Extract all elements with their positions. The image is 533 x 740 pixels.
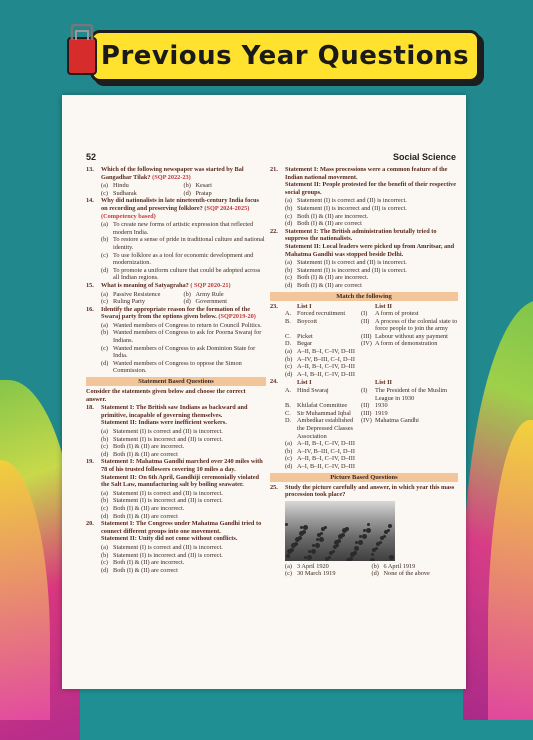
option-item[interactable] bbox=[101, 182, 184, 190]
question-source-tag: (SQP 2022-23) bbox=[150, 173, 191, 181]
crowd-figure bbox=[366, 528, 371, 533]
question-text: Statement I: The British administration brutally tried to suppress the nationalists. bbox=[285, 227, 437, 243]
option-letter: (d) bbox=[101, 450, 109, 458]
option-letter: (d) bbox=[183, 298, 191, 306]
question-source-tag: (SQP2019-20) bbox=[216, 313, 256, 321]
match-value: Mahatma Gandhi bbox=[375, 417, 419, 425]
option-text: Army Rule bbox=[195, 290, 224, 298]
option-item[interactable] bbox=[101, 505, 266, 513]
question-statement-2: Statement II: People protested for the benefit of their respective social groups. bbox=[285, 181, 457, 196]
option-text: Pratap bbox=[195, 189, 212, 197]
page-number: 52 bbox=[86, 152, 97, 162]
option-item[interactable] bbox=[372, 570, 459, 578]
procession-photo bbox=[285, 501, 395, 561]
option-letter: (c) bbox=[101, 344, 108, 352]
option-text: Government bbox=[195, 298, 227, 306]
option-letter: (a) bbox=[101, 321, 108, 329]
option-item[interactable] bbox=[101, 360, 266, 375]
option-item[interactable] bbox=[101, 513, 266, 521]
option-item[interactable] bbox=[101, 443, 266, 451]
option-item[interactable] bbox=[285, 348, 458, 356]
option-item[interactable] bbox=[285, 563, 372, 571]
option-letter: (b) bbox=[101, 329, 109, 337]
list-2-header: List II bbox=[375, 379, 392, 387]
match-item: Picket bbox=[297, 332, 313, 340]
question-block bbox=[86, 197, 266, 220]
crowd-figure bbox=[358, 540, 363, 545]
crowd-figure bbox=[367, 523, 370, 526]
option-letter: (a) bbox=[285, 440, 292, 448]
option-item[interactable] bbox=[101, 559, 266, 567]
option-item[interactable] bbox=[101, 291, 184, 299]
option-item[interactable] bbox=[101, 190, 184, 198]
options-list bbox=[86, 291, 266, 306]
question-text: Which of the following newspaper was started by Bal Gangadhar Tilak? bbox=[101, 166, 244, 181]
question-number: 24. bbox=[270, 378, 278, 386]
question-block bbox=[270, 484, 458, 499]
crowd-figure bbox=[388, 524, 392, 528]
option-text: A–IV, B–III, C–I, D–II bbox=[297, 447, 355, 455]
question-number: 23. bbox=[270, 302, 278, 310]
title-banner bbox=[90, 30, 480, 82]
options-list bbox=[86, 428, 266, 458]
option-text: A–I, B–II, C–IV, D–III bbox=[297, 370, 355, 378]
right-column bbox=[270, 166, 458, 578]
option-item[interactable] bbox=[101, 544, 266, 552]
list-1-header: List I bbox=[297, 302, 312, 310]
match-roman: (II) bbox=[361, 402, 370, 410]
question-block bbox=[86, 520, 266, 543]
question-block bbox=[86, 166, 266, 181]
option-letter: (d) bbox=[285, 220, 293, 228]
match-value: A process of the colonial state to force people to join the army bbox=[375, 317, 458, 333]
banner-title: Previous Year Questions bbox=[100, 41, 470, 71]
question-number: 22. bbox=[270, 227, 278, 235]
list-2-header: List II bbox=[375, 302, 392, 310]
option-letter: (b) bbox=[371, 562, 379, 570]
crowd-figure bbox=[299, 531, 304, 536]
option-letter: (c) bbox=[101, 251, 108, 259]
option-letter: (b) bbox=[285, 355, 293, 363]
match-value: Labour without any payment bbox=[375, 332, 448, 340]
option-text: Statement (I) is incorrect and (II) is correct. bbox=[297, 266, 407, 274]
question-number: 18. bbox=[86, 404, 94, 412]
option-item[interactable] bbox=[101, 298, 184, 306]
section-intro: Consider the statements given below and choose the correct answer. bbox=[86, 388, 246, 403]
option-letter: (a) bbox=[101, 428, 108, 435]
option-letter: (d) bbox=[285, 462, 293, 470]
option-item[interactable] bbox=[101, 436, 266, 444]
option-text: Both (I) & (II) are incorrect. bbox=[113, 559, 185, 567]
match-blank bbox=[361, 303, 375, 311]
option-text: Statement (I) is correct and (II) is incorrect. bbox=[113, 543, 223, 551]
question-number: 21. bbox=[270, 166, 278, 173]
option-text: Sudharak bbox=[113, 189, 137, 197]
option-item[interactable] bbox=[101, 497, 266, 505]
option-text: A–II, B–I, C–IV, D–III bbox=[297, 363, 355, 371]
match-roman: (III) bbox=[361, 409, 372, 417]
crowd-figure bbox=[312, 544, 315, 547]
option-letter: (a) bbox=[285, 348, 292, 356]
option-text: Statement (I) is incorrect and (II) is correct. bbox=[113, 551, 223, 559]
crowd-figure bbox=[307, 555, 312, 560]
option-letter: (c) bbox=[101, 298, 108, 306]
option-item[interactable] bbox=[285, 197, 458, 205]
section-header: Match the following bbox=[270, 292, 458, 301]
option-text: None of the above bbox=[383, 570, 430, 578]
match-value: A form of protest bbox=[375, 310, 419, 318]
crowd-figure bbox=[315, 543, 320, 548]
option-letter: (a) bbox=[285, 562, 292, 570]
crowd-figure bbox=[304, 556, 307, 559]
option-text: A–I, B–II, C–IV, D–III bbox=[297, 462, 355, 470]
option-item[interactable] bbox=[184, 190, 267, 198]
crowd-figure bbox=[362, 534, 367, 539]
match-roman: (IV) bbox=[361, 417, 372, 425]
option-letter: (d) bbox=[285, 370, 293, 378]
option-text: To promote a uniform culture that could be adopted across all Indian regions. bbox=[113, 266, 261, 282]
crowd-figure bbox=[354, 546, 359, 551]
crowd-figure bbox=[355, 541, 358, 544]
option-text: 3 April 1920 bbox=[297, 562, 329, 570]
match-blank bbox=[361, 379, 375, 387]
crowd-figure bbox=[334, 540, 339, 545]
option-letter: (a) bbox=[101, 290, 108, 298]
option-item[interactable] bbox=[101, 345, 266, 360]
option-letter: (d) bbox=[285, 281, 293, 289]
option-item[interactable] bbox=[101, 490, 266, 498]
option-item[interactable] bbox=[184, 298, 267, 306]
subject-label: Social Science bbox=[392, 152, 456, 162]
question-block bbox=[86, 306, 266, 321]
match-value: 1930 bbox=[375, 402, 388, 410]
question-number: 19. bbox=[86, 458, 94, 466]
question-number: 15. bbox=[86, 281, 94, 289]
crowd-figure bbox=[376, 542, 380, 546]
option-text: Both (I) & (II) are correct bbox=[297, 220, 362, 228]
option-letter: (c) bbox=[101, 189, 108, 197]
option-text: Passive Resistence bbox=[113, 290, 161, 298]
option-letter: (b) bbox=[101, 236, 109, 244]
list-1-header: List I bbox=[297, 379, 312, 387]
options-list bbox=[86, 322, 266, 375]
option-item[interactable] bbox=[285, 205, 458, 213]
question-block bbox=[86, 404, 266, 427]
option-letter: (b) bbox=[101, 497, 109, 505]
options-list bbox=[86, 221, 266, 282]
match-roman: (II) bbox=[361, 317, 370, 325]
crowd-figure bbox=[311, 549, 316, 554]
options-list bbox=[270, 348, 458, 378]
crowd-figure bbox=[359, 535, 362, 538]
option-text: A–II, B–I, C–IV, D–III bbox=[297, 440, 355, 448]
match-key: C. bbox=[285, 409, 291, 417]
match-roman: (I) bbox=[361, 310, 368, 318]
option-letter: (d) bbox=[101, 359, 109, 367]
option-text: Statement (I) is correct and (II) is incorrect. bbox=[297, 197, 407, 205]
question-number: 20. bbox=[86, 520, 94, 528]
match-key: D. bbox=[285, 417, 292, 425]
option-text: Wanted members of Congress to return to Council Politics. bbox=[113, 321, 262, 329]
option-text: Both (I) & (II) are incorrect. bbox=[297, 212, 369, 220]
match-key: C. bbox=[285, 332, 291, 340]
match-key: B. bbox=[285, 402, 291, 410]
option-text: Statement (I) is correct and (II) is incorrect. bbox=[297, 259, 407, 267]
option-letter: (d) bbox=[371, 570, 379, 578]
option-text: Statement (I) is incorrect and (II) is correct. bbox=[113, 435, 223, 443]
option-text: Wanted members of Congress to oppose the Simon Commission. bbox=[113, 359, 242, 375]
option-text: Hindu bbox=[113, 182, 129, 190]
option-item[interactable] bbox=[101, 221, 266, 236]
option-text: Statement (I) is incorrect and (II) is correct. bbox=[113, 497, 223, 505]
option-letter: (d) bbox=[183, 189, 191, 197]
options-list bbox=[86, 490, 266, 520]
option-text: To create new forms of artistic expression that reflected modern India. bbox=[113, 221, 254, 236]
match-roman: (I) bbox=[361, 387, 368, 395]
question-text: Identify the appropriate reason for the formation of the Swaraj party from the options given below. bbox=[101, 305, 251, 321]
crowd-figure bbox=[380, 536, 384, 540]
option-item[interactable] bbox=[285, 267, 458, 275]
option-letter: (c) bbox=[285, 274, 292, 282]
crowd-figure bbox=[389, 555, 394, 560]
crowd-figure bbox=[316, 538, 319, 541]
option-item[interactable] bbox=[184, 291, 267, 299]
option-letter: (b) bbox=[285, 447, 293, 455]
option-item[interactable] bbox=[184, 182, 267, 190]
crowd-figure bbox=[303, 525, 308, 530]
question-block bbox=[86, 458, 266, 488]
question-statement-2: Statement II: On 6th April, Gandhiji ceremonially violated the Salt Law, manufacturing salt by boiling seawater. bbox=[101, 473, 260, 489]
option-text: 30 March 1919 bbox=[297, 570, 336, 578]
option-item[interactable] bbox=[285, 463, 458, 471]
match-item: Begar bbox=[297, 340, 313, 348]
crowd-figure bbox=[295, 537, 300, 542]
crowd-figure bbox=[285, 523, 288, 526]
match-key: A. bbox=[285, 310, 292, 318]
option-letter: (a) bbox=[285, 259, 292, 267]
question-text: Statement I: The Congress under Mahatma Gandhi tried to connect different groups into one movement. bbox=[101, 520, 262, 535]
crowd-figure bbox=[371, 553, 374, 556]
match-roman: (IV) bbox=[361, 340, 372, 348]
match-key: B. bbox=[285, 317, 291, 325]
question-number: 13. bbox=[86, 166, 94, 173]
question-number: 16. bbox=[86, 305, 94, 313]
option-letter: (b) bbox=[101, 435, 109, 443]
crowd-figure bbox=[287, 549, 292, 554]
option-item[interactable] bbox=[285, 259, 458, 267]
option-text: Both (I) & (II) are incorrect. bbox=[113, 504, 185, 512]
question-block bbox=[270, 166, 458, 196]
option-text: A–II, B–I, C–IV, D–III bbox=[297, 348, 355, 356]
option-item[interactable] bbox=[285, 371, 458, 379]
option-item[interactable] bbox=[101, 267, 266, 282]
option-text: Statement (I) is incorrect and (II) is correct. bbox=[297, 204, 407, 212]
match-blank bbox=[285, 303, 297, 311]
option-item[interactable] bbox=[285, 282, 458, 290]
option-item[interactable] bbox=[101, 252, 266, 267]
option-text: Statement (I) is correct and (II) is incorrect. bbox=[113, 489, 223, 497]
option-text: Statement (I) is correct and (II) is incorrect. bbox=[113, 428, 223, 435]
binder-clip-icon bbox=[62, 24, 102, 76]
option-item[interactable] bbox=[285, 213, 458, 221]
option-letter: (a) bbox=[101, 182, 108, 190]
question-number: 14. bbox=[86, 197, 94, 205]
option-letter: (b) bbox=[101, 551, 109, 559]
option-letter: (b) bbox=[285, 266, 293, 274]
options-list bbox=[270, 197, 458, 227]
match-item: Khilafat Committee bbox=[297, 402, 348, 410]
match-item: Sir Muhammad Iqbal bbox=[297, 409, 351, 417]
crowd-figure bbox=[325, 557, 329, 561]
match-value: The President of the Muslim League in 1930 bbox=[375, 387, 448, 402]
option-item[interactable] bbox=[101, 567, 266, 575]
option-letter: (c) bbox=[101, 559, 108, 567]
option-item[interactable] bbox=[285, 570, 372, 578]
question-text: What is meaning of Satyagraha? bbox=[101, 281, 189, 289]
question-text: Statement I: Mahatma Gandhi marched over 240 miles with 78 of his trusted followers covering 10 miles a day. bbox=[101, 458, 263, 473]
question-block bbox=[270, 228, 458, 258]
match-key: D. bbox=[285, 340, 292, 348]
option-item[interactable] bbox=[285, 274, 458, 282]
options-list bbox=[270, 563, 458, 578]
match-value: A form of demonstration bbox=[375, 340, 438, 348]
option-letter: (d) bbox=[101, 566, 109, 574]
crowd-figure bbox=[286, 554, 290, 558]
question-statement-2: Statement II: Indians were inefficient workers. bbox=[101, 419, 227, 427]
match-value: 1919 bbox=[375, 409, 388, 417]
option-letter: (a) bbox=[101, 489, 108, 497]
option-letter: (c) bbox=[101, 443, 108, 451]
option-text: 6 April 1919 bbox=[383, 562, 416, 570]
crowd-figure bbox=[342, 528, 347, 533]
option-item[interactable] bbox=[101, 236, 266, 251]
crowd-figure bbox=[370, 558, 375, 561]
match-table bbox=[270, 303, 458, 349]
option-text: A–IV, B–III, C–I, D–II bbox=[297, 355, 355, 363]
option-letter: (c) bbox=[101, 504, 108, 512]
match-roman: (III) bbox=[361, 332, 372, 340]
question-source-tag: ( SQP 2020-21) bbox=[188, 281, 231, 289]
match-item: Hind Swaraj bbox=[297, 387, 329, 395]
question-text: Statement I: The British saw Indians as backward and primitive, incapable of governing themselves. bbox=[101, 404, 248, 419]
options-list bbox=[86, 544, 266, 574]
option-letter: (c) bbox=[285, 570, 292, 578]
option-letter: (b) bbox=[183, 290, 191, 298]
option-item[interactable] bbox=[101, 428, 266, 436]
option-text: Wanted members of Congress to ask Dominion State for India. bbox=[113, 344, 256, 360]
option-letter: (c) bbox=[285, 455, 292, 463]
crowd-figure bbox=[300, 526, 303, 529]
section-header: Picture Based Questions bbox=[270, 473, 458, 482]
crowd-figure bbox=[384, 530, 388, 534]
crowd-figure bbox=[321, 527, 325, 531]
options-list bbox=[270, 440, 458, 470]
option-text: A–II, B–I, C–IV, D–III bbox=[297, 455, 355, 463]
option-letter: (b) bbox=[183, 182, 191, 190]
option-text: Both (I) & (II) are incorrect. bbox=[113, 443, 185, 451]
match-item: Ambedkar established the Depressed Classes Association bbox=[297, 417, 354, 440]
crowd-figure bbox=[363, 529, 366, 532]
option-item[interactable] bbox=[372, 563, 459, 571]
option-text: Wanted members of Congress to ask for Poorna Swaraj for Indians. bbox=[113, 329, 262, 345]
option-text: Both (I) & (II) are correct bbox=[113, 450, 178, 458]
question-source-tag: (SQP 2024-2025) (Competency based) bbox=[101, 204, 250, 220]
left-column bbox=[86, 166, 266, 574]
match-key: A. bbox=[285, 387, 292, 395]
option-letter: (c) bbox=[285, 363, 292, 371]
option-item[interactable] bbox=[285, 356, 458, 364]
option-text: To restore a sense of pride in traditional culture and national identity. bbox=[113, 236, 265, 251]
option-item[interactable] bbox=[285, 448, 458, 456]
question-text: Statement I: Mass processions were a common feature of the Indian national movement. bbox=[285, 166, 448, 181]
crowd-figure bbox=[346, 558, 351, 561]
match-item: Boycott bbox=[297, 317, 317, 325]
match-table bbox=[270, 379, 458, 440]
option-item[interactable] bbox=[285, 220, 458, 228]
option-text: Both (I) & (II) are correct bbox=[113, 566, 178, 574]
option-item[interactable] bbox=[101, 451, 266, 459]
section-header: Statement Based Questions bbox=[86, 377, 266, 386]
option-letter: (d) bbox=[101, 512, 109, 520]
options-list bbox=[86, 182, 266, 197]
option-text: To use folklore as a tool for economic development and modernization. bbox=[113, 251, 254, 267]
crowd-figure bbox=[329, 551, 333, 555]
option-item[interactable] bbox=[101, 329, 266, 344]
crowd-figure bbox=[333, 545, 337, 549]
match-item: Forced recruitment bbox=[297, 310, 346, 318]
textbook-page bbox=[62, 95, 466, 689]
option-letter: (c) bbox=[285, 212, 292, 220]
crowd-figure bbox=[317, 533, 321, 537]
option-text: Ruling Party bbox=[113, 298, 146, 306]
question-text: Study the picture carefully and answer, in which year this mass procession took place? bbox=[285, 483, 455, 499]
crowd-figure bbox=[308, 550, 311, 553]
option-text: Kesari bbox=[195, 182, 212, 190]
option-letter: (d) bbox=[101, 266, 109, 274]
option-item[interactable] bbox=[101, 322, 266, 330]
question-statement-2: Statement II: Unity did not come without conflicts. bbox=[101, 535, 238, 543]
option-item[interactable] bbox=[101, 552, 266, 560]
option-item[interactable] bbox=[285, 363, 458, 371]
option-letter: (b) bbox=[285, 204, 293, 212]
option-item[interactable] bbox=[285, 455, 458, 463]
question-block bbox=[86, 282, 266, 290]
option-text: Both (I) & (II) are correct bbox=[113, 512, 178, 520]
crowd-figure bbox=[291, 543, 296, 548]
question-statement-2: Statement II: Local leaders were picked up from Amritsar, and Mahatma Gandhi was stopped beside Delhi. bbox=[285, 242, 455, 258]
crowd-figure bbox=[319, 537, 324, 542]
options-list bbox=[270, 259, 458, 289]
question-text: Why did nationalists in late nineteenth-century India focus on recording and preserving folklore? bbox=[101, 197, 259, 212]
option-letter: (a) bbox=[101, 221, 108, 229]
option-letter: (a) bbox=[285, 197, 292, 205]
option-item[interactable] bbox=[285, 440, 458, 448]
crowd-figure bbox=[372, 548, 376, 552]
crowd-figure bbox=[350, 552, 355, 557]
match-blank bbox=[285, 379, 297, 387]
option-letter: (a) bbox=[101, 543, 108, 551]
crowd-figure bbox=[338, 534, 343, 539]
option-text: Both (I) & (II) are correct bbox=[297, 281, 362, 289]
question-number: 25. bbox=[270, 483, 278, 491]
option-text: Both (I) & (II) are incorrect. bbox=[297, 274, 369, 282]
